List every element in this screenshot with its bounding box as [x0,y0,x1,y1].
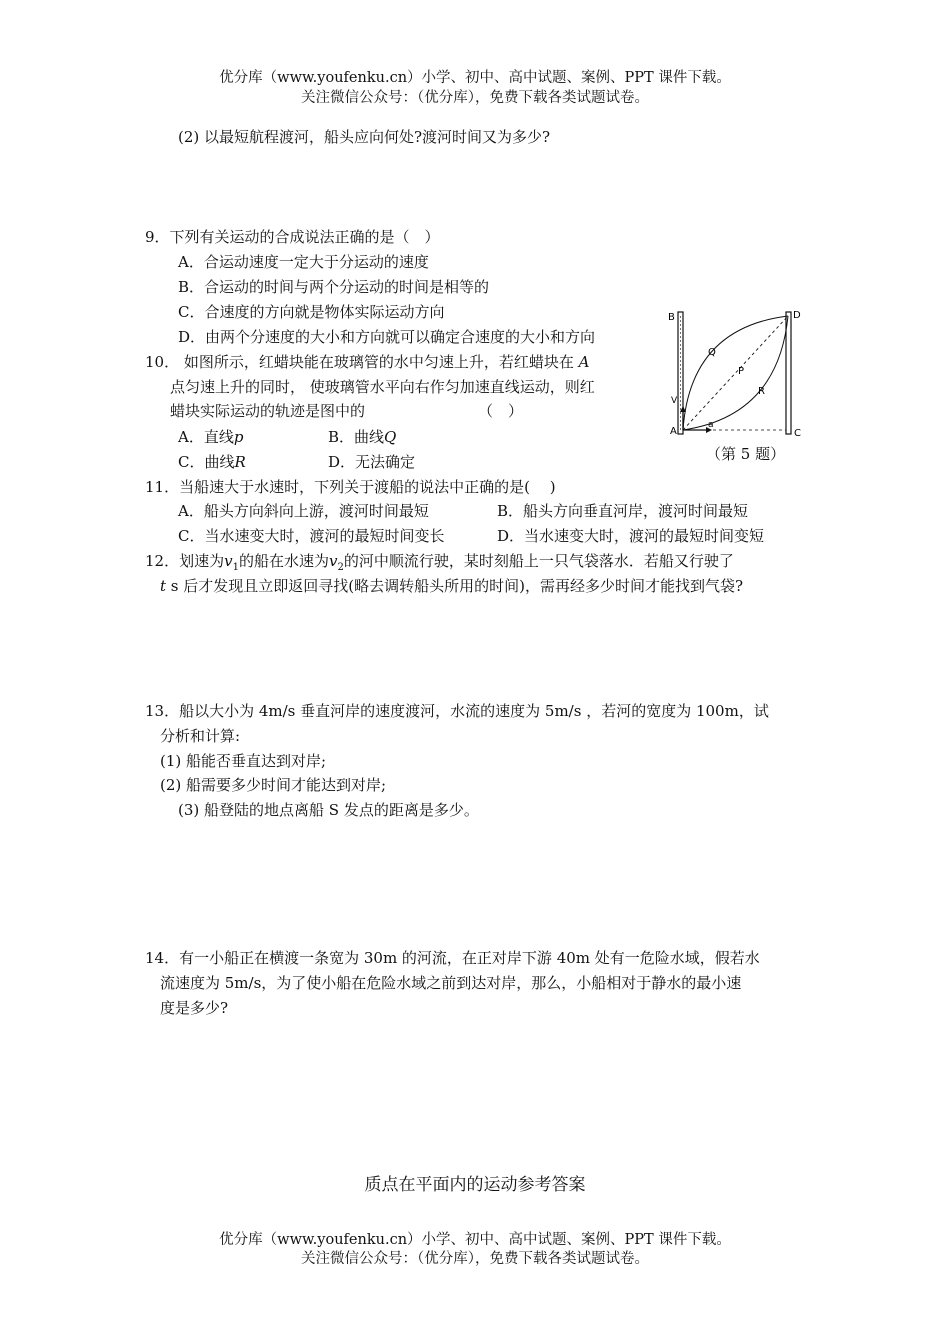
q11-option-b: B．船头方向垂直河岸，渡河时间最短 [497,502,749,520]
figure-caption: （第 5 题） [706,445,786,463]
q13-line-1: 13．船以大小为 4m/s 垂直河岸的速度渡河，水流的速度为 5m/s ，若河的宽度为 100m，试 [145,702,769,720]
q11-option-d: D．当水速变大时，渡河的最短时间变短 [497,527,765,545]
label-d: D [793,310,801,321]
q9-option-b: B．合运动的时间与两个分运动的时间是相等的 [178,278,490,296]
footer-line-1: 优分库（www.youfenku.cn）小学、初中、高中试题、案例、PPT 课件下载。 [219,1232,731,1248]
footer-line-2: 关注微信公众号：（优分库），免费下载各类试题试卷。 [301,1251,649,1267]
header-line-1: 优分库（www.youfenku.cn）小学、初中、高中试题、案例、PPT 课件下载。 [219,70,731,86]
path-r [683,316,788,430]
header-line-2: 关注微信公众号：（优分库），免费下载各类试题试卷。 [301,90,649,106]
q11-option-c: C．当水速变大时，渡河的最短时间变长 [178,527,445,545]
label-v: V [671,396,678,406]
trajectory-diagram [668,306,818,441]
q10-line-1: 10． 如图所示，红蜡块能在玻璃管的水中匀速上升，若红蜡块在 A [145,353,590,371]
q9-option-a: A．合运动速度一定大于分运动的速度 [178,253,429,271]
q9-option-c: C．合速度的方向就是物体实际运动方向 [178,303,445,321]
q12-line-1: 12．划速为$v_1$的船在水速为$v_2$的河中顺流行驶，某时刻船上一只气袋落水．若船又行驶了 [145,552,734,573]
q14-line-1: 14．有一小船正在横渡一条宽为 30m 的河流，在正对岸下游 40m 处有一危险水域，假若水 [145,949,760,967]
label-r: R [758,386,765,397]
label-accel: a [708,420,714,430]
q10-line-3: 蜡块实际运动的轨迹是图中的 [170,402,366,420]
q10-answer-paren: （ ） [478,402,524,420]
label-b: B [668,312,675,323]
q14-line-3: 度是多少? [160,999,229,1017]
q10-option-c: C．曲线R [178,453,246,471]
q9-option-d: D．由两个分速度的大小和方向就可以确定合速度的大小和方向 [178,328,596,346]
q8-part-2: (2) 以最短航程渡河，船头应向何处?渡河时间又为多少? [178,128,551,146]
answer-section-title: 质点在平面内的运动参考答案 [364,1175,586,1195]
q10-option-d: D．无法确定 [328,453,416,471]
label-q: Q [708,347,716,358]
label-c: C [794,428,801,439]
trajectory-figure [668,306,818,441]
q11-option-a: A．船头方向斜向上游，渡河时间最短 [178,502,429,520]
q12-line-2: t s 后才发现且立即返回寻找(略去调转船头所用的时间)，需再经多少时间才能找到气袋? [160,577,744,595]
q13-part-3: (3) 船登陆的地点离船 S 发点的距离是多少。 [178,801,479,819]
q13-part-2: (2) 船需要多少时间才能达到对岸; [160,776,387,794]
q11-stem: 11．当船速大于水速时，下列关于渡船的说法中正确的是( ) [145,478,556,496]
label-p: P [738,366,745,377]
right-tube [786,312,791,434]
q10-line-2: 点匀速上升的同时， 使玻璃管水平向右作匀加速直线运动，则红 [170,378,595,396]
q10-option-a: A．直线p [178,428,244,446]
q9-stem: 9．下列有关运动的合成说法正确的是（ ） [145,228,440,246]
label-a: A [670,426,677,437]
q13-line-2: 分析和计算: [160,727,241,745]
q14-line-2: 流速度为 5m/s，为了使小船在危险水域之前到达对岸，那么，小船相对于静水的最小速 [160,974,742,992]
q10-option-b: B．曲线Q [328,428,397,446]
q13-part-1: (1) 船能否垂直达到对岸; [160,752,327,770]
